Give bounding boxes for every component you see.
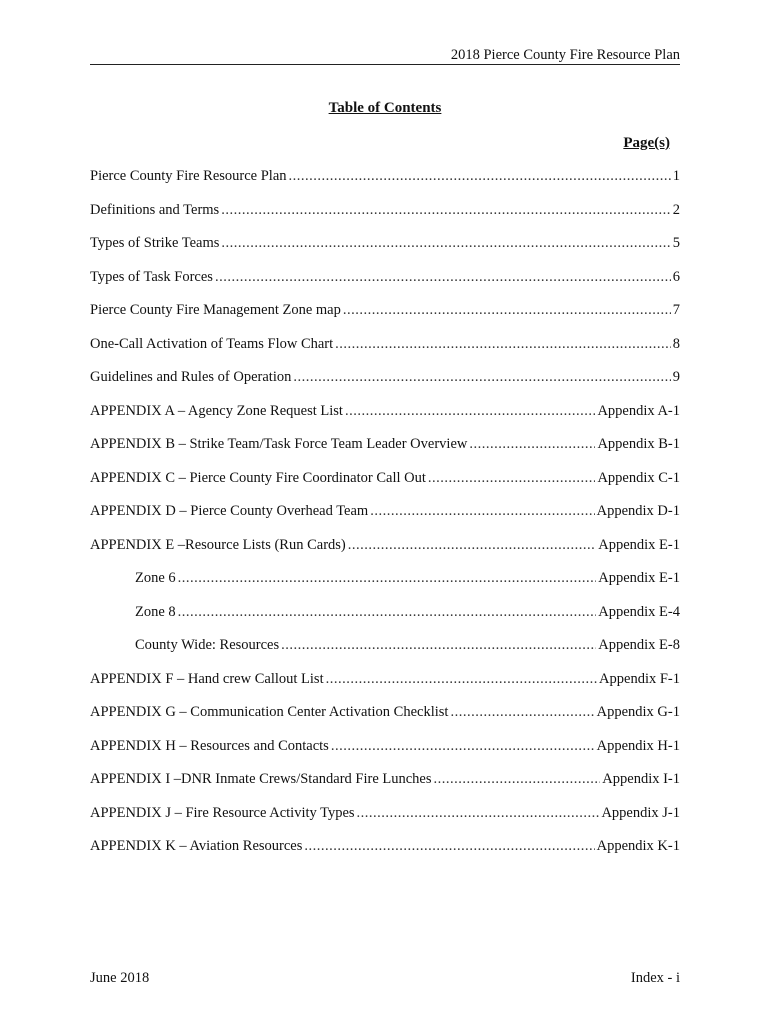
toc-leader-dots [348, 536, 597, 554]
toc-entry-page: Appendix F-1 [599, 670, 680, 687]
toc-entry-page: 2 [672, 201, 680, 218]
toc-entry-page: Appendix E-8 [598, 637, 680, 653]
toc-entry-label: Zone 6 [135, 570, 176, 586]
toc-entry-page: 9 [672, 369, 680, 385]
toc-entry-label: APPENDIX H – Resources and Contacts [90, 737, 329, 754]
toc-leader-dots [326, 670, 597, 688]
toc-leader-dots [221, 234, 670, 252]
toc-entry[interactable] [90, 502, 680, 536]
toc-entry-label: APPENDIX I –DNR Inmate Crews/Standard Fire Lunches [90, 771, 432, 787]
toc-entry-page: Appendix E-1 [598, 536, 680, 553]
toc-entry-label: APPENDIX G – Communication Center Activation Checklist [90, 704, 449, 720]
toc-entry-label: APPENDIX K – Aviation Resources [90, 838, 303, 854]
toc-entry[interactable] [90, 234, 680, 268]
footer-page-index: Index - i [630, 970, 680, 986]
toc-entry[interactable] [90, 167, 680, 201]
toc-leader-dots [343, 301, 671, 319]
toc-entry[interactable] [90, 301, 680, 335]
toc-entry-label: APPENDIX F – Hand crew Callout List [90, 670, 324, 687]
toc-entry[interactable] [90, 435, 680, 469]
footer-date: June 2018 [90, 970, 150, 986]
toc-entry-page: 8 [672, 335, 680, 352]
toc-entry-label: Definitions and Terms [90, 201, 220, 218]
toc-leader-dots [357, 804, 600, 822]
toc-entry-label: APPENDIX A – Agency Zone Request List [90, 402, 343, 419]
toc-leader-dots [331, 737, 595, 755]
toc-entry-page: 7 [672, 302, 680, 318]
toc-list [90, 167, 680, 871]
toc-entry-page: Appendix E-4 [598, 603, 680, 620]
toc-entry-label: APPENDIX D – Pierce County Overhead Team [90, 503, 369, 519]
toc-entry-label: Zone 8 [135, 603, 176, 620]
toc-leader-dots [293, 368, 670, 386]
toc-leader-dots [428, 469, 596, 487]
toc-entry-page: Appendix G-1 [596, 704, 680, 720]
toc-leader-dots [221, 201, 671, 219]
toc-entry-page: Appendix K-1 [596, 838, 680, 854]
toc-entry[interactable] [90, 368, 680, 402]
toc-entry-label: Types of Task Forces [90, 268, 213, 285]
toc-title: Table of Contents [328, 100, 442, 116]
toc-entry[interactable] [90, 569, 680, 603]
page-header [90, 46, 680, 65]
toc-leader-dots [450, 703, 594, 721]
toc-entry-label: Pierce County Fire Resource Plan [90, 168, 287, 184]
toc-entry-label: APPENDIX C – Pierce County Fire Coordinator Call Out [90, 469, 426, 486]
toc-entry[interactable] [90, 603, 680, 637]
toc-leader-dots [370, 502, 594, 520]
toc-entry-label: APPENDIX J – Fire Resource Activity Types [90, 804, 355, 821]
toc-entry[interactable] [90, 670, 680, 704]
toc-entry-label: Pierce County Fire Management Zone map [90, 302, 341, 318]
toc-entry-page: Appendix B-1 [597, 436, 680, 452]
toc-entry[interactable] [90, 636, 680, 670]
toc-entry-page: Appendix H-1 [596, 737, 680, 754]
toc-entry-label: APPENDIX B – Strike Team/Task Force Team Leader Overview [90, 436, 468, 452]
toc-entry[interactable] [90, 402, 680, 436]
toc-entry[interactable] [90, 268, 680, 302]
header-title: 2018 Pierce County Fire Resource Plan [450, 47, 680, 63]
toc-entry[interactable] [90, 536, 680, 570]
toc-entry[interactable] [90, 737, 680, 771]
toc-leader-dots [178, 603, 597, 621]
toc-entry[interactable] [90, 335, 680, 369]
toc-entry[interactable] [90, 703, 680, 737]
toc-leader-dots [281, 636, 596, 654]
toc-entry[interactable] [90, 770, 680, 804]
toc-leader-dots [345, 402, 596, 420]
toc-leader-dots [215, 268, 671, 286]
toc-entry-label: One-Call Activation of Teams Flow Chart [90, 335, 334, 352]
toc-entry-page: Appendix A-1 [597, 402, 680, 419]
toc-leader-dots [304, 837, 594, 855]
toc-entry-label: County Wide: Resources [135, 637, 280, 653]
toc-entry-label: Guidelines and Rules of Operation [90, 369, 292, 385]
toc-entry[interactable] [90, 469, 680, 503]
toc-entry-page: Appendix E-1 [598, 570, 680, 586]
toc-entry-label: Types of Strike Teams [90, 235, 220, 251]
toc-entry-page: Appendix I-1 [602, 771, 680, 787]
toc-entry[interactable] [90, 837, 680, 871]
toc-entry-page: 6 [672, 268, 680, 285]
toc-entry-page: Appendix D-1 [596, 503, 680, 519]
toc-leader-dots [434, 770, 601, 788]
toc-entry[interactable] [90, 804, 680, 838]
toc-entry-page: 1 [672, 168, 680, 184]
toc-leader-dots [469, 435, 595, 453]
toc-leader-dots [178, 569, 597, 587]
toc-leader-dots [289, 167, 671, 185]
toc-entry-label: APPENDIX E –Resource Lists (Run Cards) [90, 536, 346, 553]
toc-entry[interactable] [90, 201, 680, 235]
toc-entry-page: 5 [672, 235, 680, 251]
pages-column-label: Page(s) [623, 135, 670, 151]
toc-entry-page: Appendix C-1 [597, 469, 680, 486]
toc-entry-page: Appendix J-1 [601, 804, 680, 821]
toc-leader-dots [335, 335, 671, 353]
